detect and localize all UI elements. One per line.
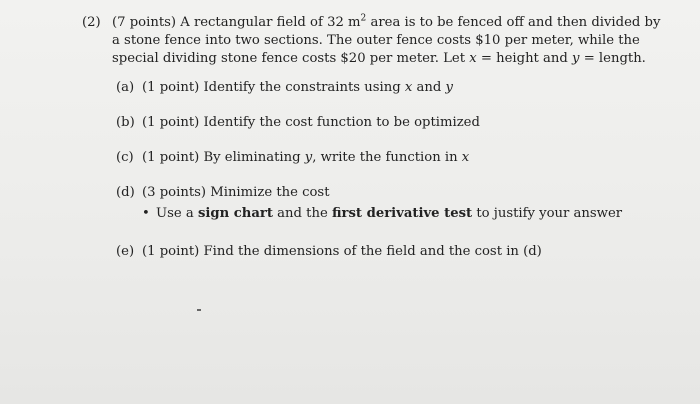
- part-b-label: (b): [116, 115, 135, 130]
- bullet-text-3: to justify your answer: [472, 206, 623, 221]
- bullet-bold-sign-chart: sign chart: [197, 206, 273, 221]
- part-b-text: (1 point) Identify the cost function to be optimized: [142, 115, 480, 130]
- part-a-var-x: x: [404, 80, 413, 95]
- problem-parts: [116, 79, 672, 278]
- part-d-label: (d): [116, 185, 135, 200]
- part-a-label: (a): [116, 80, 135, 95]
- problem-statement: [82, 14, 672, 68]
- part-c-text-main: (1 point) By eliminating: [142, 150, 305, 165]
- part-a-text: [142, 79, 453, 97]
- area-superscript: 2: [360, 13, 367, 24]
- intro-text-4: = length.: [579, 51, 646, 66]
- bullet-bold-derivative-test: first derivative test: [331, 206, 473, 221]
- pen-mark: [197, 309, 201, 311]
- part-a: [116, 79, 672, 114]
- part-c: [116, 149, 672, 184]
- bullet-icon: •: [142, 206, 150, 221]
- part-b: [116, 114, 672, 149]
- variable-x: x: [469, 51, 477, 66]
- part-c-label: (c): [116, 150, 134, 165]
- bullet-text-1: Use a: [156, 206, 198, 221]
- part-e-label: (e): [116, 244, 135, 259]
- problem-2: [82, 14, 672, 278]
- part-c-var-x: x: [461, 150, 470, 165]
- part-c-var-y: y: [304, 150, 313, 165]
- problem-number: (2): [82, 15, 101, 30]
- part-a-var-y: y: [445, 80, 453, 95]
- intro-text-2: area is to be fenced off and then divided by a stone fence into two sections. The outer fence costs $10 per meter, while the special dividing stone fence costs $20 per meter. Let: [112, 15, 661, 66]
- part-a-text-mid: and: [412, 80, 446, 95]
- intro-text-1: (7 points) A rectangular field of 32 m: [112, 15, 361, 30]
- part-d-bullet: [142, 205, 672, 243]
- part-e-text: (1 point) Find the dimensions of the field and the cost in (d): [142, 244, 542, 259]
- intro-text-3: = height and: [476, 51, 573, 66]
- part-d-text: (3 points) Minimize the cost: [142, 185, 330, 200]
- part-e: [116, 243, 672, 278]
- part-c-text-mid: , write the function in: [312, 150, 462, 165]
- part-a-text-main: (1 point) Identify the constraints using: [142, 80, 405, 95]
- variable-y: y: [572, 51, 580, 66]
- bullet-text-2: and the: [272, 206, 332, 221]
- part-c-text: [142, 149, 469, 167]
- part-d-bullet-text: [156, 205, 622, 243]
- problem-text: [112, 14, 672, 68]
